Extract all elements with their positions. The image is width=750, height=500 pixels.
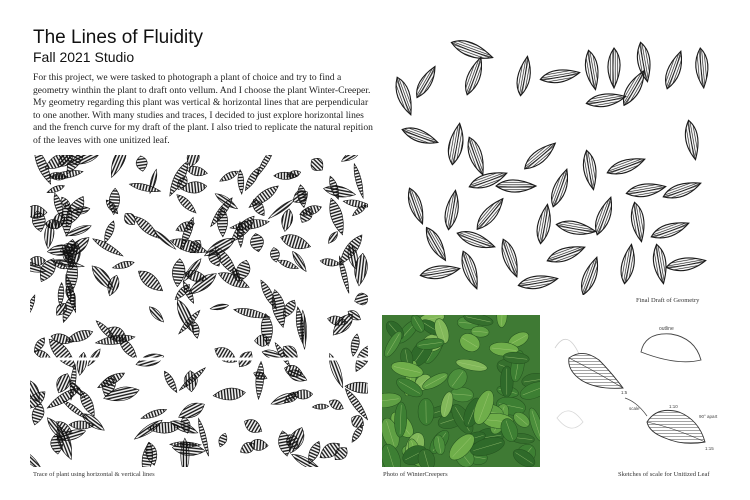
hatched-leaf (517, 273, 559, 292)
sketch-note: 1:10 (669, 404, 678, 409)
hatched-leaf (545, 241, 587, 266)
traced-leaf (326, 197, 348, 237)
hatched-leaf (625, 181, 667, 200)
traced-leaf (75, 352, 88, 377)
traced-leaf (327, 397, 345, 412)
hatched-leaf (585, 91, 627, 110)
traced-leaf (290, 249, 309, 273)
traced-leaf (186, 165, 209, 178)
traced-leaf (174, 192, 198, 216)
traced-leaf (340, 155, 363, 165)
traced-leaf (213, 387, 246, 402)
hatched-leaf (461, 55, 486, 97)
traced-leaf (254, 155, 277, 179)
project-description: For this project, we were tasked to photograph a plant of choice and try to find a geometry winthin the plant to draft onto vellum. And I choose the plant Winter-Creeper. My geometry regarding this plant was vertical & horizontal lines that are perpendicular to one another. With many studies and traces, I decided to just explore horizontal lines and the french curve for my draft of the plant. I also tried to replicate the natural repition of the leaves with one unitized leaf. (33, 72, 373, 146)
traced-leaf (326, 230, 340, 245)
hatched-leaf (661, 49, 686, 91)
hatched-leaf (412, 64, 439, 101)
traced-leaf (57, 282, 64, 306)
wintercreeper-photo (382, 315, 540, 467)
trace-drawing (30, 155, 368, 467)
trace-figure (30, 155, 368, 467)
traced-leaf (129, 181, 161, 194)
hatched-leaf (515, 55, 534, 97)
traced-leaf (135, 155, 148, 172)
traced-leaf (210, 303, 229, 312)
trace-caption: Trace of plant using horizontal & vertical lines (33, 471, 155, 478)
faint-leaf-sketch (557, 411, 583, 428)
faint-leaf-sketch (555, 339, 579, 354)
traced-leaf (279, 231, 313, 252)
hatched-leaf (581, 149, 600, 191)
traced-leaf (242, 416, 265, 436)
hatched-leaf (608, 48, 620, 88)
hatched-leaf (535, 203, 554, 245)
geometry-draft-figure (380, 30, 725, 295)
scale-sketches-drawing (553, 318, 725, 466)
hatched-leaf (651, 243, 670, 285)
hatched-leaf (400, 124, 440, 148)
hatched-leaf (419, 263, 461, 282)
wintercreeper-photo-leaves (382, 315, 540, 467)
hatched-leaf (521, 138, 559, 173)
hatched-leaf (619, 243, 638, 285)
traced-leaf (107, 155, 131, 179)
hatched-leaf (583, 49, 602, 91)
hatched-leaf (649, 217, 691, 242)
traced-leaf (255, 361, 265, 399)
hatched-leaf (629, 201, 648, 243)
hatched-leaf (446, 122, 467, 166)
page-subtitle: Fall 2021 Studio (33, 49, 135, 65)
traced-leaf (237, 170, 244, 195)
traced-leaf (320, 257, 341, 267)
geometry-draft-drawing (380, 30, 725, 295)
sketch-note: scale (629, 406, 640, 411)
sketch-note: outline (659, 326, 674, 332)
sketch-note: 1:15 (705, 446, 714, 451)
traced-leaf (249, 232, 265, 252)
hatched-leaf (443, 189, 462, 231)
hatched-leaf (391, 75, 416, 117)
hatched-leaf (496, 180, 536, 192)
traced-leaf (46, 183, 65, 195)
traced-leaf (323, 183, 357, 199)
hatched-leaf (555, 219, 597, 238)
hatched-leaf (455, 227, 497, 252)
traced-leaf (218, 168, 240, 184)
geometry-draft-caption: Final Draft of Geometry (636, 297, 700, 304)
hatched-leaf (694, 48, 710, 89)
traced-leaf (140, 407, 167, 422)
traced-leaf (296, 184, 308, 208)
traced-leaf (30, 294, 37, 320)
traced-leaf (176, 399, 208, 423)
sketches-caption: Sketches of scale for Unitized Leaf (618, 471, 710, 478)
hatched-leaf (661, 177, 703, 202)
traced-leaf (212, 343, 240, 367)
traced-leaf (102, 220, 117, 245)
traced-leaf (135, 266, 167, 295)
hatched-leaf (577, 255, 602, 295)
sketch-note: 1:5 (621, 390, 628, 395)
traced-leaf (131, 213, 162, 242)
hatched-leaf (665, 255, 707, 274)
photo-caption: Photo of WinterCreepers (383, 471, 448, 478)
traced-leaf (353, 291, 368, 307)
traced-leaf (30, 447, 45, 467)
scale-sketches-figure (553, 318, 725, 466)
hatched-leaf (449, 36, 495, 64)
hatched-leaf (539, 67, 581, 86)
hatched-leaf (422, 225, 451, 264)
hatched-leaf (463, 135, 488, 177)
hatched-leaf (683, 119, 702, 161)
traced-leaf (307, 155, 326, 174)
hatched-leaf (547, 167, 572, 209)
traced-leaf (86, 347, 103, 367)
hatched-leaf (605, 153, 647, 178)
sketch-note: 90° apart (699, 414, 718, 419)
page-title: The Lines of Fluidity (33, 27, 204, 48)
traced-leaf (312, 404, 329, 410)
traced-leaf (161, 369, 179, 394)
traced-leaf (217, 432, 229, 448)
outline-leaf-sketch (641, 334, 701, 362)
traced-leaf (108, 188, 120, 215)
hatched-leaf (457, 249, 482, 291)
hatched-leaf (497, 237, 522, 279)
hatched-leaf (472, 195, 507, 233)
traced-leaf (147, 304, 167, 324)
hatched-leaf (404, 186, 428, 226)
traced-leaf (112, 259, 135, 271)
